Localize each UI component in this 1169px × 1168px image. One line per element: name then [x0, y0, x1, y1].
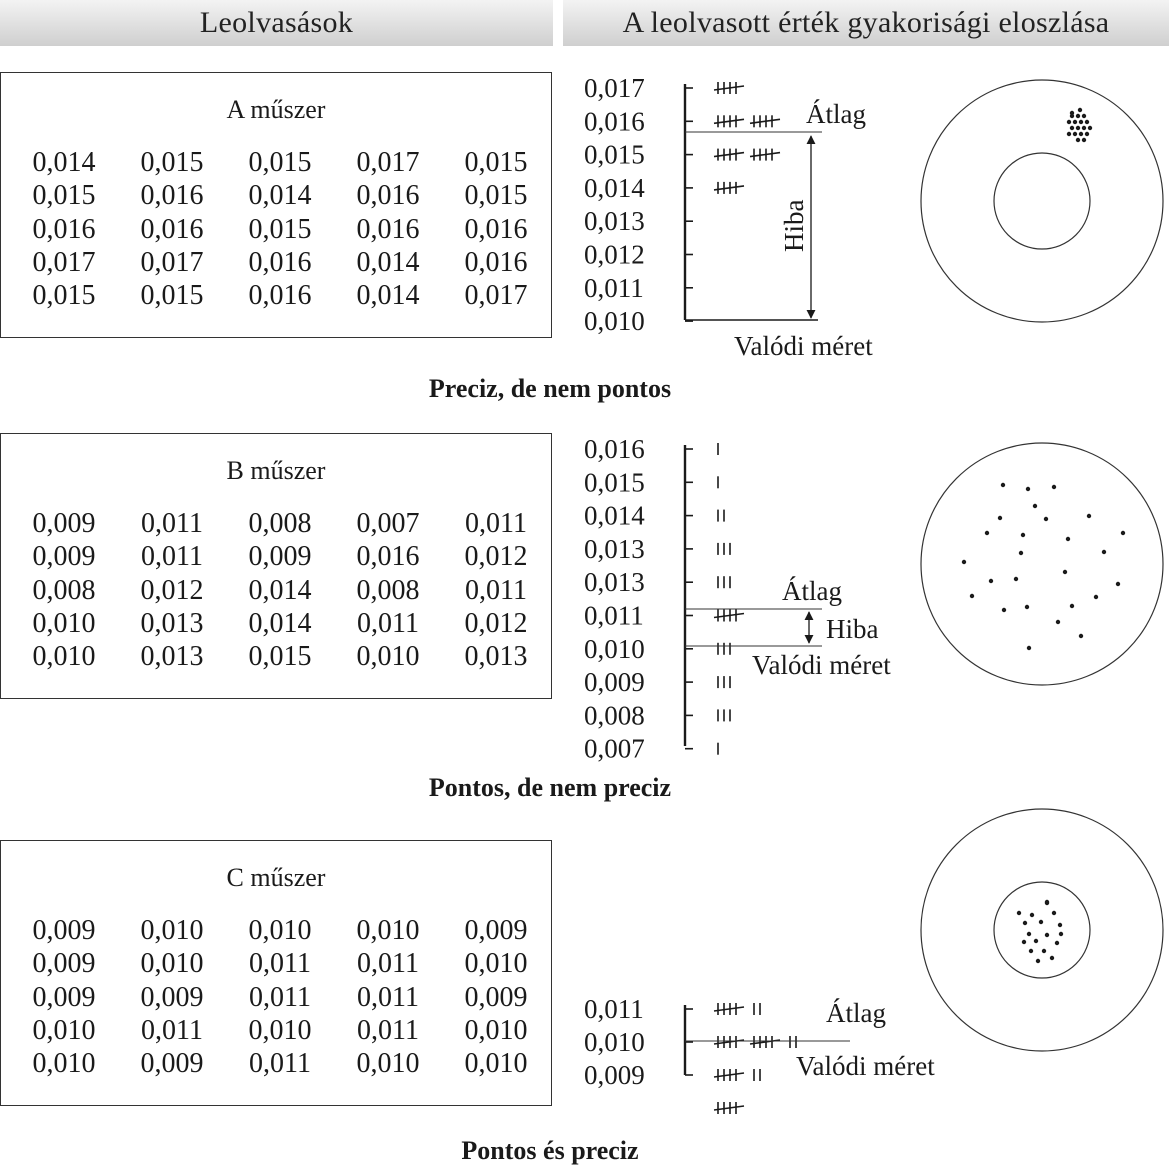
- reading-value: 0,009: [248, 541, 312, 573]
- shot-dot: [1082, 138, 1086, 142]
- reading-value: 0,009: [32, 948, 96, 980]
- reading-value: 0,017: [140, 246, 204, 278]
- shot-dot: [1070, 126, 1074, 130]
- reading-value: 0,010: [356, 641, 420, 673]
- reading-value: 0,011: [249, 1048, 311, 1080]
- shot-dot: [1063, 570, 1067, 574]
- instrument-a-true-size-label: Valódi méret: [734, 331, 873, 361]
- reading-value: 0,017: [356, 147, 420, 178]
- reading-value: 0,012: [464, 607, 528, 639]
- axis-tick-label: 0,013: [584, 206, 645, 237]
- shot-dot: [1027, 932, 1031, 936]
- shot-dot: [970, 594, 974, 598]
- shot-dot: [1067, 120, 1071, 124]
- reading-value: 0,010: [248, 1014, 312, 1046]
- reading-value: 0,011: [465, 508, 527, 539]
- reading-value: 0,009: [464, 981, 528, 1013]
- shot-dot: [998, 516, 1002, 520]
- reading-value: 0,015: [248, 641, 312, 673]
- reading-value: 0,008: [356, 574, 420, 606]
- shot-dot: [1026, 487, 1030, 491]
- shot-dot: [1067, 132, 1071, 136]
- axis-tick-label: 0,009: [584, 1060, 645, 1090]
- reading-value: 0,015: [248, 147, 312, 178]
- axis-tick-label: 0,015: [584, 467, 645, 498]
- instrument-b-shot-scatter: [962, 483, 1125, 650]
- shot-dot: [1082, 126, 1086, 130]
- axis-tick-label: 0,009: [584, 667, 645, 698]
- shot-dot: [985, 531, 989, 535]
- shot-dot: [1085, 120, 1089, 124]
- reading-value: 0,016: [356, 180, 420, 212]
- shot-dot: [1017, 911, 1021, 915]
- reading-value: 0,016: [140, 213, 204, 245]
- axis-tick-label: 0,014: [584, 500, 645, 531]
- reading-value: 0,016: [248, 280, 312, 312]
- shot-dot: [1116, 582, 1120, 586]
- instrument-a-distribution: [584, 73, 1163, 361]
- shot-dot: [1073, 132, 1077, 136]
- reading-value: 0,014: [356, 246, 420, 278]
- shot-dot: [1082, 114, 1086, 118]
- instrument-a-caption: Preciz, de nem pontos: [428, 374, 672, 403]
- instrument-c-target-outer: [921, 809, 1163, 1051]
- axis-tick-label: 0,015: [584, 139, 645, 170]
- readings-header: Leolvasások: [0, 0, 553, 46]
- reading-value: 0,010: [32, 1048, 96, 1080]
- reading-value: 0,011: [357, 981, 419, 1013]
- shot-dot: [1066, 537, 1070, 541]
- reading-value: 0,010: [140, 948, 204, 980]
- reading-value: 0,011: [141, 541, 203, 573]
- reading-value: 0,012: [140, 574, 204, 606]
- shot-dot: [1121, 531, 1125, 535]
- instrument-b-distribution: [584, 434, 1163, 764]
- shot-dot: [1085, 132, 1089, 136]
- reading-value: 0,013: [464, 641, 528, 673]
- instrument-b-error-label: Hiba: [826, 614, 879, 644]
- reading-value: 0,009: [140, 981, 204, 1013]
- reading-value: 0,010: [356, 915, 420, 946]
- axis-tick-label: 0,011: [584, 994, 644, 1024]
- axis-tick-label: 0,010: [584, 633, 645, 664]
- reading-value: 0,010: [464, 948, 528, 980]
- reading-value: 0,016: [140, 180, 204, 212]
- reading-value: 0,016: [356, 541, 420, 573]
- reading-value: 0,009: [32, 915, 96, 946]
- shot-dot: [1073, 120, 1077, 124]
- reading-value: 0,010: [32, 641, 96, 673]
- reading-value: 0,011: [249, 948, 311, 980]
- axis-tick-label: 0,014: [584, 172, 645, 203]
- instrument-a-shot-cluster: [1067, 108, 1092, 142]
- instrument-c-target-inner: [994, 882, 1090, 978]
- instrument-c-tallies: [714, 1003, 796, 1114]
- axis-tick-label: 0,016: [584, 106, 645, 137]
- reading-value: 0,011: [465, 574, 527, 606]
- reading-value: 0,015: [248, 213, 312, 245]
- shot-dot: [1076, 114, 1080, 118]
- reading-value: 0,010: [356, 1048, 420, 1080]
- shot-dot: [1055, 941, 1059, 945]
- shot-dot: [1076, 126, 1080, 130]
- reading-value: 0,007: [356, 508, 420, 539]
- reading-value: 0,010: [464, 1048, 528, 1080]
- reading-value: 0,011: [357, 1014, 419, 1046]
- shot-dot: [1052, 485, 1056, 489]
- axis-tick-label: 0,017: [584, 73, 645, 103]
- shot-dot: [1076, 138, 1080, 142]
- reading-value: 0,009: [464, 915, 528, 946]
- instrument-c-caption: Pontos és preciz: [461, 1136, 639, 1165]
- reading-value: 0,011: [357, 948, 419, 980]
- axis-tick-label: 0,011: [584, 600, 644, 631]
- reading-value: 0,009: [32, 541, 96, 573]
- instrument-b-axis: [584, 434, 693, 764]
- shot-dot: [1094, 595, 1098, 599]
- instrument-c-title: C műszer: [226, 863, 326, 892]
- instrument-a-target-outer: [921, 80, 1163, 322]
- reading-value: 0,015: [32, 180, 96, 212]
- reading-value: 0,012: [464, 541, 528, 573]
- reading-value: 0,014: [32, 147, 96, 178]
- instrument-c-axis: [584, 994, 693, 1090]
- shot-dot: [1102, 550, 1106, 554]
- reading-value: 0,011: [141, 508, 203, 539]
- reading-value: 0,009: [140, 1048, 204, 1080]
- shot-dot: [1034, 939, 1038, 943]
- axis-tick-label: 0,010: [584, 306, 645, 337]
- instrument-c-true-size-label: Valódi méret: [796, 1051, 935, 1081]
- reading-value: 0,010: [464, 1014, 528, 1046]
- shot-dot: [1070, 111, 1074, 115]
- shot-dot: [1014, 577, 1018, 581]
- instrument-a-target-inner: [994, 153, 1090, 249]
- reading-value: 0,015: [140, 280, 204, 312]
- reading-value: 0,009: [32, 508, 96, 539]
- shot-dot: [1070, 604, 1074, 608]
- instrument-b-title: B műszer: [226, 456, 326, 485]
- shot-dot: [1019, 551, 1023, 555]
- shot-dot: [1021, 533, 1025, 537]
- shot-dot: [1027, 646, 1031, 650]
- instrument-c-distribution: [584, 809, 1163, 1114]
- axis-tick-label: 0,008: [584, 700, 645, 731]
- reading-value: 0,016: [356, 213, 420, 245]
- instrument-b-target-outer: [921, 443, 1163, 685]
- shot-dot: [1044, 517, 1048, 521]
- reading-value: 0,010: [140, 915, 204, 946]
- shot-dot: [1033, 504, 1037, 508]
- shot-dot: [1078, 108, 1082, 112]
- reading-value: 0,009: [32, 981, 96, 1013]
- reading-value: 0,016: [464, 246, 528, 278]
- reading-value: 0,013: [140, 607, 204, 639]
- axis-tick-label: 0,010: [584, 1027, 645, 1057]
- reading-value: 0,016: [32, 213, 96, 245]
- reading-value: 0,011: [357, 607, 419, 639]
- axis-tick-label: 0,011: [584, 272, 644, 303]
- instrument-c-shot-cluster: [1017, 900, 1063, 963]
- shot-dot: [1088, 126, 1092, 130]
- shot-dot: [1022, 940, 1026, 944]
- reading-value: 0,014: [248, 574, 312, 606]
- shot-dot: [1058, 923, 1062, 927]
- shot-dot: [1039, 920, 1043, 924]
- shot-dot: [1079, 120, 1083, 124]
- instrument-a-error-label: Hiba: [779, 199, 809, 252]
- reading-value: 0,015: [32, 280, 96, 312]
- shot-dot: [1002, 608, 1006, 612]
- reading-value: 0,010: [32, 607, 96, 639]
- instrument-b-caption: Pontos, de nem preciz: [428, 773, 672, 802]
- reading-value: 0,017: [32, 246, 96, 278]
- axis-tick-label: 0,007: [584, 733, 645, 764]
- reading-value: 0,015: [464, 180, 528, 212]
- reading-value: 0,011: [141, 1014, 203, 1046]
- reading-value: 0,008: [248, 508, 312, 539]
- shot-dot: [962, 560, 966, 564]
- shot-dot: [989, 579, 993, 583]
- axis-tick-label: 0,013: [584, 533, 645, 564]
- instrument-a-title: A műszer: [226, 95, 326, 124]
- shot-dot: [1045, 933, 1049, 937]
- reading-value: 0,015: [140, 147, 204, 178]
- shot-dot: [1001, 483, 1005, 487]
- shot-dot: [1079, 132, 1083, 136]
- axis-tick-label: 0,012: [584, 239, 645, 270]
- shot-dot: [1025, 605, 1029, 609]
- reading-value: 0,013: [140, 641, 204, 673]
- axis-tick-label: 0,013: [584, 567, 645, 598]
- instrument-c-mean-label: Átlag: [826, 998, 886, 1028]
- instrument-b-true-size-label: Valódi méret: [752, 650, 891, 680]
- shot-dot: [1030, 913, 1034, 917]
- shot-dot: [1059, 932, 1063, 936]
- reading-value: 0,014: [248, 180, 312, 212]
- shot-dot: [1023, 921, 1027, 925]
- reading-value: 0,010: [248, 915, 312, 946]
- reading-value: 0,008: [32, 574, 96, 606]
- reading-value: 0,016: [464, 213, 528, 245]
- shot-dot: [1087, 514, 1091, 518]
- reading-value: 0,017: [464, 280, 528, 312]
- axis-tick-label: 0,016: [584, 434, 645, 464]
- shot-dot: [1029, 949, 1033, 953]
- instrument-b-tallies: [714, 443, 744, 755]
- reading-value: 0,014: [356, 280, 420, 312]
- shot-dot: [1045, 900, 1049, 904]
- shot-dot: [1042, 949, 1046, 953]
- instrument-a-mean-label: Átlag: [806, 99, 866, 129]
- distribution-header: A leolvasott érték gyakorisági eloszlása: [563, 0, 1169, 46]
- instrument-a-tallies: [714, 82, 780, 194]
- instrument-b-mean-label: Átlag: [782, 576, 842, 606]
- reading-value: 0,010: [32, 1014, 96, 1046]
- shot-dot: [1036, 959, 1040, 963]
- shot-dot: [1079, 634, 1083, 638]
- shot-dot: [1050, 956, 1054, 960]
- shot-dot: [1052, 911, 1056, 915]
- shot-dot: [1056, 620, 1060, 624]
- reading-value: 0,016: [248, 246, 312, 278]
- reading-value: 0,011: [249, 981, 311, 1013]
- reading-value: 0,015: [464, 147, 528, 178]
- reading-value: 0,014: [248, 607, 312, 639]
